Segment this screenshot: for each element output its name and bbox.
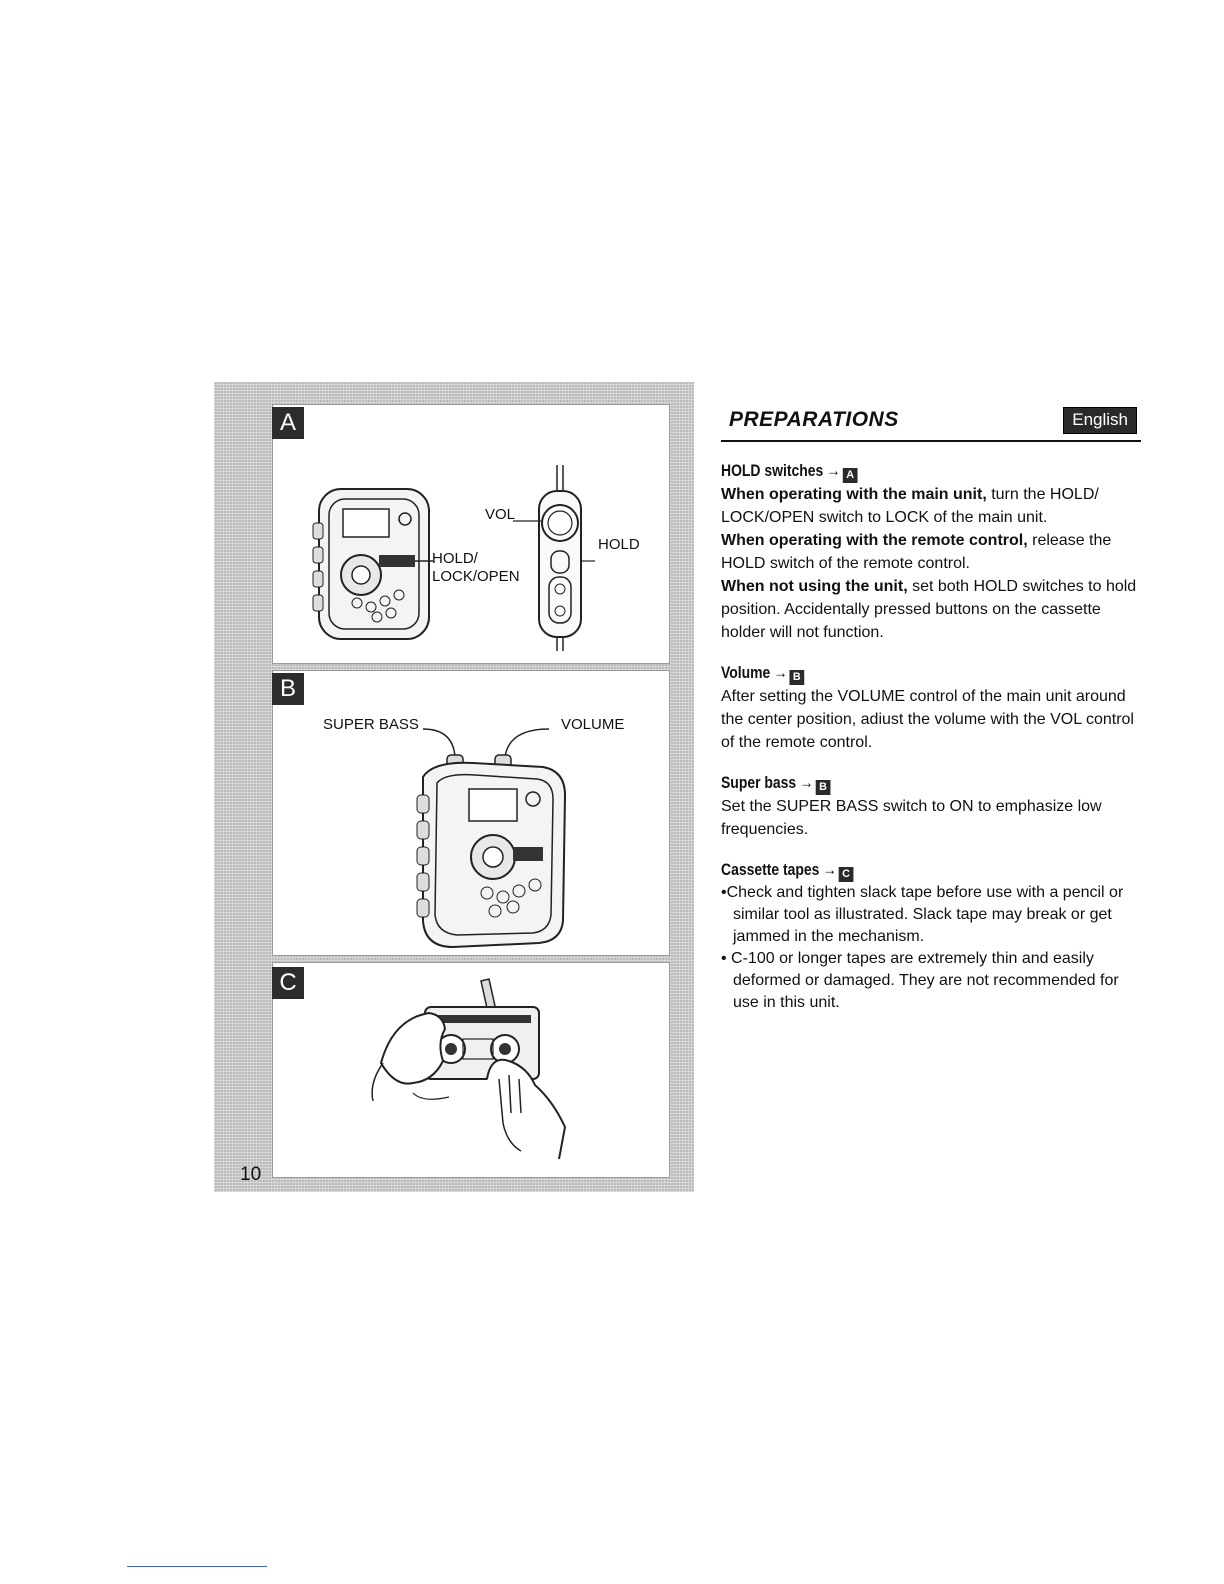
bold-lead: When operating with the remote control, (721, 532, 1028, 549)
text-column (721, 404, 1141, 1014)
section-cassette-tapes (721, 859, 1141, 1014)
paragraph-text: release the HOLD switch of the remote control. (721, 532, 1112, 572)
bold-lead: When operating with the main unit, (721, 486, 987, 503)
player-and-remote-illustration (273, 405, 669, 663)
section-heading (721, 662, 1065, 685)
paragraph: After setting the VOLUME control of the main unit around the center position, adiust the volume with the VOL control of the remote control. (721, 688, 1134, 751)
callout-hold-lock-open-line2: LOCK/OPEN (432, 568, 520, 585)
section-heading (721, 772, 1065, 795)
figure-panel-b (272, 670, 670, 956)
callout-hold-lock-open-line1: HOLD/ (432, 550, 478, 567)
panel-label-b: B (272, 673, 304, 705)
callout-super-bass: SUPER BASS (323, 716, 419, 733)
callout-volume: VOLUME (561, 716, 625, 733)
section-heading (721, 859, 1065, 882)
paragraph-text: set both HOLD switches to hold position. Accidentally pressed buttons on the cassette holder will not function. (721, 578, 1137, 641)
figure-ref-badge: A (843, 468, 858, 483)
page-number: 10 (240, 1164, 262, 1185)
figure-ref-badge: B (815, 780, 830, 795)
figure-panel-c (272, 962, 670, 1178)
tighten-tape-illustration (273, 963, 669, 1177)
arrow-icon: → (799, 773, 814, 792)
figure-ref-badge: B (790, 670, 805, 685)
section-volume (721, 662, 1141, 754)
section-heading (721, 460, 1065, 483)
paragraph-text: turn the HOLD/ LOCK/OPEN switch to LOCK of the main unit. (721, 486, 1099, 526)
paragraph (721, 483, 1141, 644)
arrow-icon: → (773, 663, 788, 682)
section-hold-switches (721, 460, 1141, 644)
page-title: PREPARATIONS (729, 408, 899, 431)
bullet-list (721, 882, 1141, 1014)
heading-text: Volume (721, 663, 771, 682)
section-super-bass (721, 772, 1141, 841)
callout-vol: VOL (485, 506, 516, 523)
arrow-icon: → (826, 461, 841, 480)
page-header (721, 404, 1141, 442)
heading-text: Super bass (721, 773, 797, 792)
paragraph: Set the SUPER BASS switch to ON to emphasize low frequencies. (721, 798, 1102, 838)
panel-label-c: C (272, 967, 304, 999)
heading-text: HOLD switches (721, 461, 824, 480)
player-side-illustration (273, 671, 669, 955)
heading-text: Cassette tapes (721, 860, 820, 879)
arrow-icon: → (822, 860, 837, 879)
list-item: • C-100 or longer tapes are extremely thin and easily deformed or damaged. They are not recommended for use in this unit. (721, 950, 1119, 1011)
bold-lead: When not using the unit, (721, 578, 908, 595)
panel-label-a: A (272, 407, 304, 439)
figure-ref-badge: C (839, 867, 854, 882)
language-badge: English (1063, 407, 1137, 434)
list-item: •Check and tighten slack tape before use with a pencil or similar tool as illustrated. Slack tape may break or get jammed in the mechanism. (721, 884, 1124, 945)
figure-panel-a (272, 404, 670, 664)
footer-rule (127, 1566, 267, 1567)
callout-hold: HOLD (598, 536, 640, 553)
figure-column (214, 382, 694, 1192)
